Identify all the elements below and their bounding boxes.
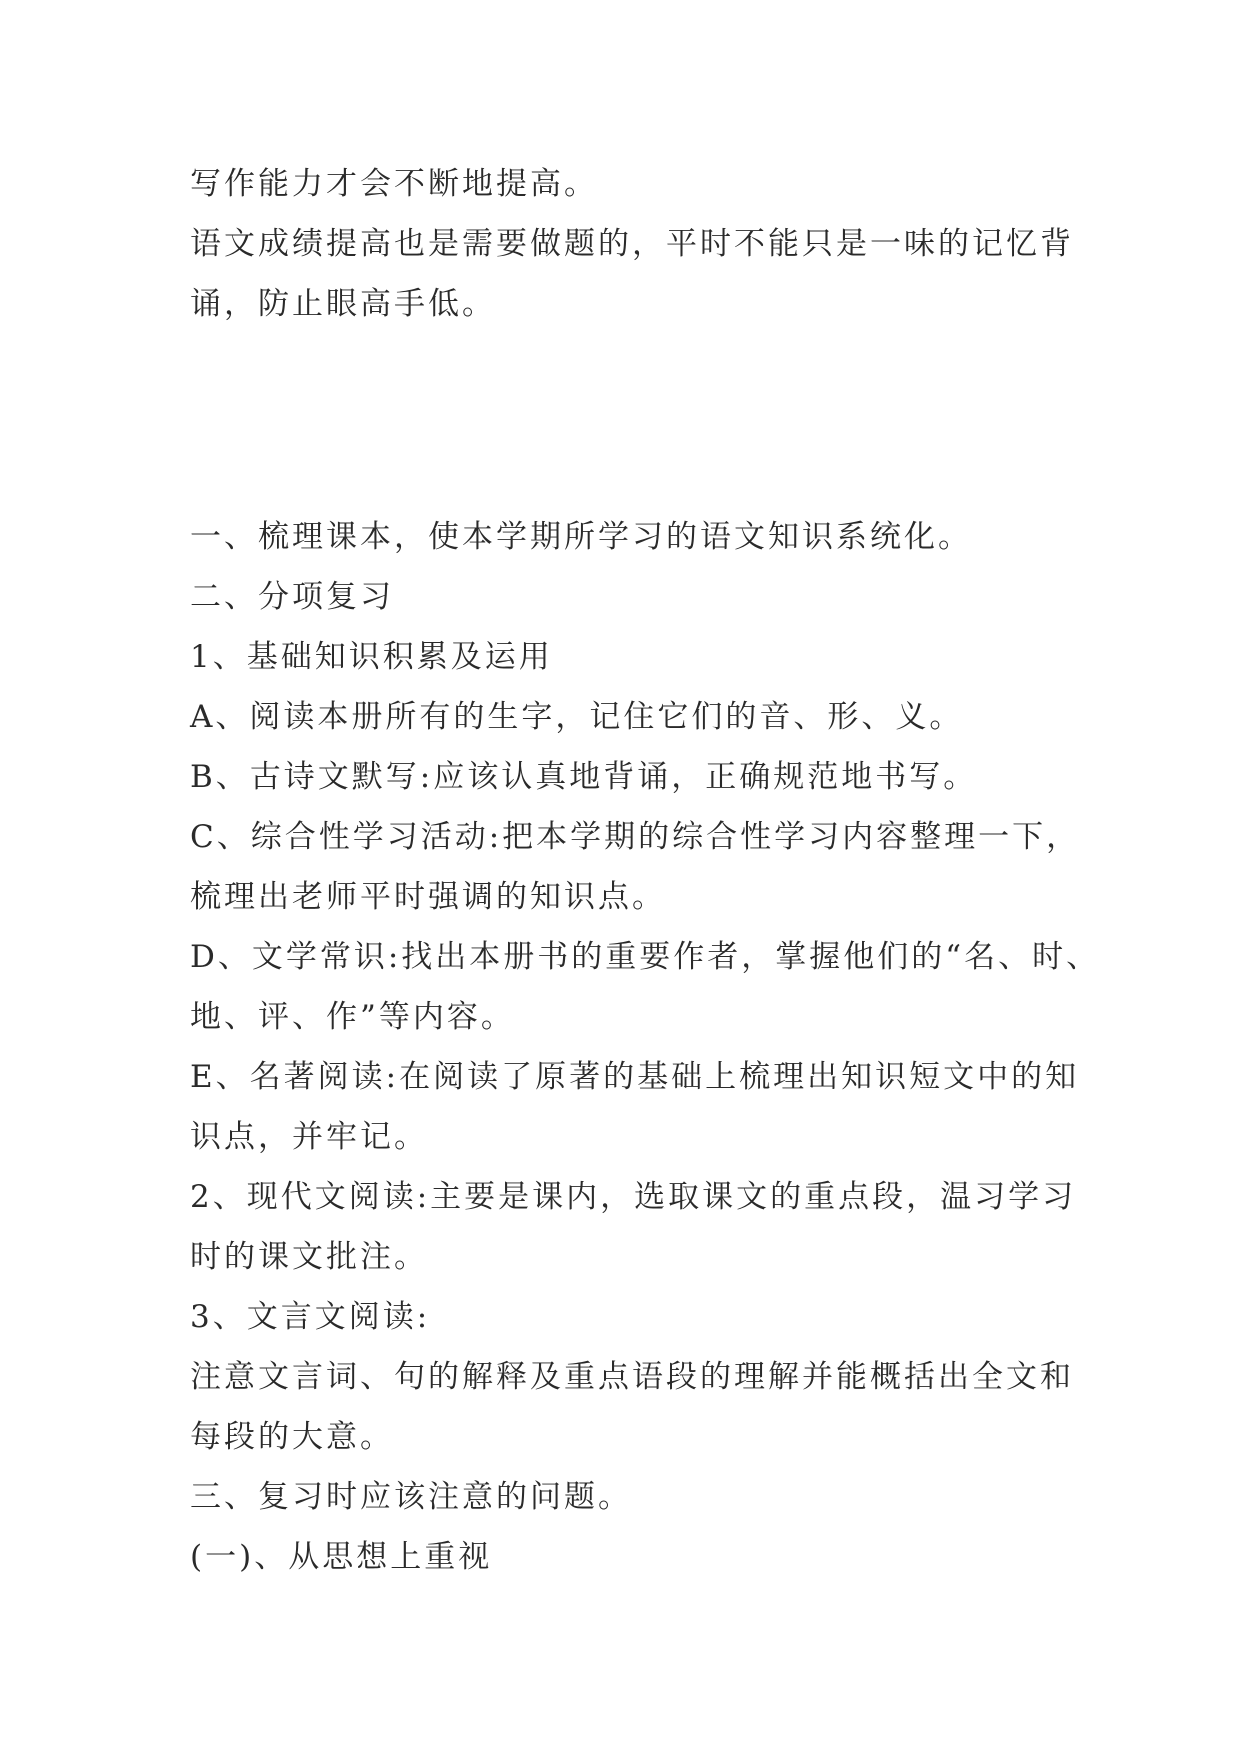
top-paragraphs [190, 154, 1074, 334]
text-line: 语文成绩提高也是需要做题的，平时不能只是一味的记忆背 [190, 226, 1074, 262]
text-line: 注意文言词、句的解释及重点语段的理解并能概括出全文和 [190, 1359, 1074, 1395]
text-line: B、古诗文默写:应该认真地背诵，正确规范地书写。 [190, 759, 978, 795]
text-line: E、名著阅读:在阅读了原著的基础上梳理出知识短文中的知 [190, 1059, 1080, 1095]
text-line: 时的课文批注。 [190, 1239, 428, 1275]
text-line: 每段的大意。 [190, 1419, 394, 1455]
text-line: 诵，防止眼高手低。 [190, 286, 496, 322]
subheading-line: (一)、从思想上重视 [190, 1539, 493, 1575]
subheading-line: 2、现代文阅读:主要是课内，选取课文的重点段，温习学习 [190, 1179, 1077, 1215]
text-line: C、综合性学习活动:把本学期的综合性学习内容整理一下， [190, 819, 1081, 855]
review-outline [190, 507, 1101, 1587]
subheading-line: 3、文言文阅读: [190, 1299, 431, 1335]
heading-line: 一、梳理课本，使本学期所学习的语文知识系统化。 [190, 519, 972, 555]
text-line: 识点，并牢记。 [190, 1119, 428, 1155]
text-line: 地、评、作”等内容。 [190, 999, 515, 1035]
text-line: A、阅读本册所有的生字，记住它们的音、形、义。 [190, 699, 964, 735]
heading-line: 三、复习时应该注意的问题。 [190, 1479, 632, 1515]
heading-line: 二、分项复习 [190, 579, 394, 615]
subheading-line: 1、基础知识积累及运用 [190, 639, 553, 675]
text-line: D、文学常识:找出本册书的重要作者，掌握他们的“名、时、 [190, 939, 1101, 975]
text-line: 梳理出老师平时强调的知识点。 [190, 879, 666, 915]
text-line: 写作能力才会不断地提高。 [190, 166, 598, 202]
